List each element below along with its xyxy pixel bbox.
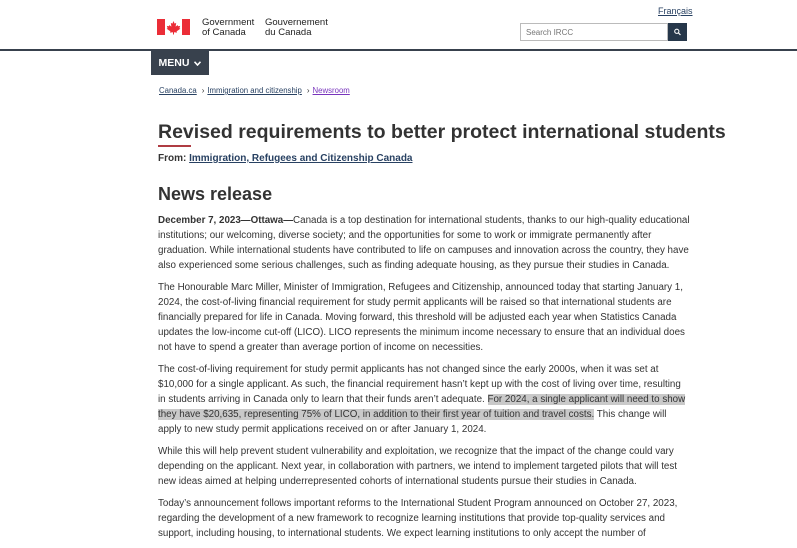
dateline: December 7, 2023—Ottawa— [158,215,294,226]
highlighted-text: For 2024, a single applicant will need to show they have $20,635, representing 75% of LICO, in addition to their first year of tuition and travel costs. [158,394,686,420]
wordmark-en-line2: of Canada [202,27,246,38]
paragraph-3-before: The cost-of-living requirement for study permit applicants has not changed since the early 2000s, when it was set at $10,000 for a single applicant. As such, the financial requirement hasn’t kept up with the cost of living over time, resulting in students arriving in Canada only to learn that their funds aren’t adequate. [158,364,681,405]
search-form [520,23,687,41]
wordmark-fr-line2: du Canada [265,27,312,38]
page-title: Revised requirements to better protect international students [158,121,726,143]
chevron-right-icon: › [306,86,310,95]
canada-flag-icon[interactable] [157,19,190,35]
chevron-down-icon [194,61,201,66]
breadcrumb [159,86,350,95]
wordmark-english[interactable] [202,18,254,38]
chevron-right-icon: › [201,86,205,95]
breadcrumb-canada-link[interactable]: Canada.ca [159,86,197,95]
wordmark-french[interactable] [265,18,328,38]
paragraph-1-text: Canada is a top destination for international students, thanks to our high-quality educational institutions; our welcoming, diverse society; and the opportunities for some to work or immigrate permanently after graduation. While international students have contributed to life on campuses and innovation across the country, they have also experienced some serious challenges, such as finding adequate housing, as they pursue their studies in Canada. [158,215,690,271]
menu-label: MENU [158,57,190,69]
wordmark-en-line1: Government [202,17,255,28]
header-divider [0,49,797,51]
paragraph-1 [158,213,690,273]
search-icon [674,27,681,37]
wordmark-fr-line1: Gouvernement [265,17,328,28]
title-underline [158,145,191,147]
breadcrumb-immigration-link[interactable]: Immigration and citizenship [207,86,302,95]
from-line [158,153,413,164]
paragraph-3 [158,362,690,437]
paragraph-3-after: This change will apply to new study permit applications received on or after January 1, 2024. [158,409,667,435]
breadcrumb-newsroom-link[interactable]: Newsroom [312,86,350,95]
paragraph-2: The Honourable Marc Miller, Minister of Immigration, Refugees and Citizenship, announced today that starting January 1, 2024, the cost-of-living financial requirement for study permit applicants will be raised so that international students are financially prepared for life in Canada. Moving forward, this threshold will be adjusted each year when Statistics Canada updates the low-income cut-off (LICO). LICO represents the minimum income necessary to ensure that an individual does not have to spend a greater than average portion of income on necessities. [158,282,685,353]
site-header [0,0,797,49]
search-input[interactable] [520,23,668,41]
from-label: From: [158,153,187,164]
language-toggle-link[interactable]: Français [658,6,693,16]
section-heading: News release [158,184,273,204]
menu-button[interactable] [151,51,209,75]
article-body [158,213,690,548]
search-button[interactable] [668,23,687,41]
paragraph-5: Today’s announcement follows important reforms to the International Student Program announced on October 27, 2023, regarding the development of a new framework to recognize learning institutions that provide top-quality services and support, including housing, to international students. We expect learning institutions to only accept the number of [158,498,678,539]
paragraph-4: While this will help prevent student vulnerability and exploitation, we recognize that the impact of the change could vary depending on the applicant. Next year, in collaboration with partners, we intend to implement targeted pilots that will test new ideas aimed at helping underrepresented cohorts of international students pursue their studies in Canada. [158,446,677,487]
department-link[interactable]: Immigration, Refugees and Citizenship Canada [189,153,413,164]
